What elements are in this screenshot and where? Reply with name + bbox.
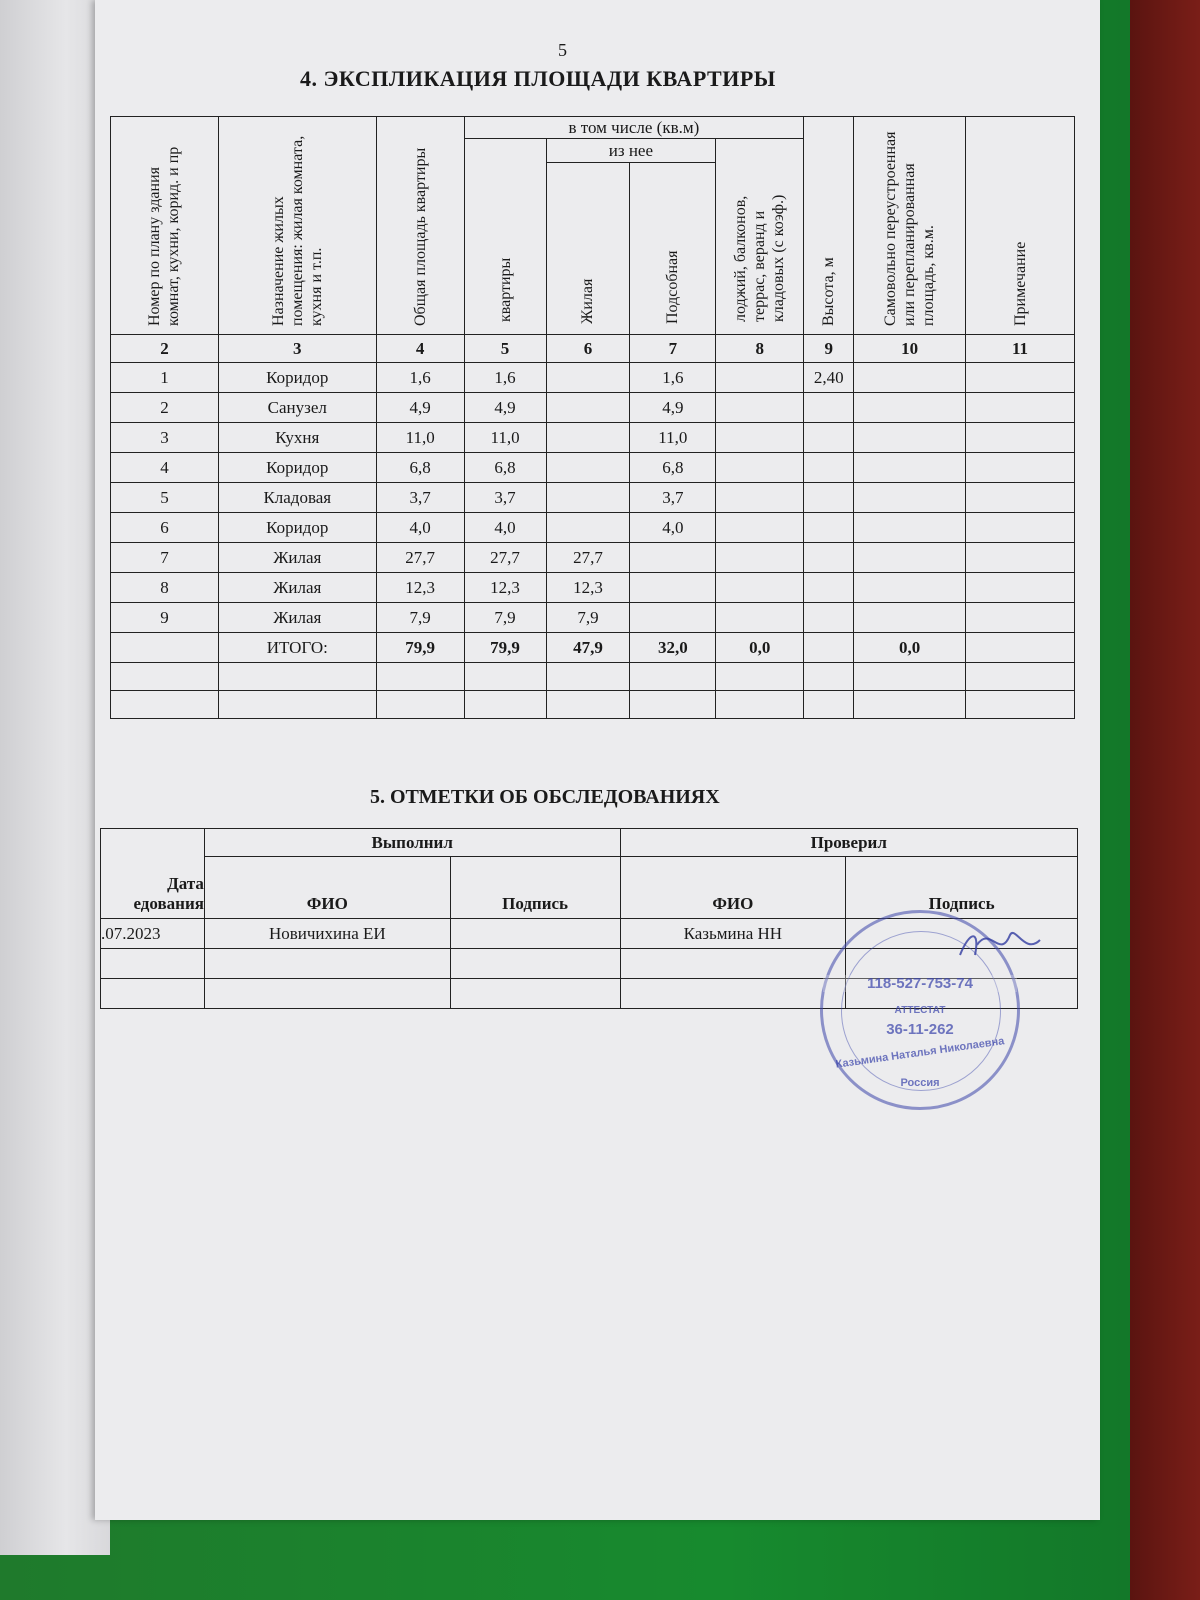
cell-aux: 6,8 <box>630 453 716 483</box>
header-col3: Назначение жилых помещения: жилая комната, кухня и т.п. <box>218 117 376 335</box>
cell-note <box>966 393 1075 423</box>
header-col11: Примечание <box>966 117 1075 335</box>
cell-note <box>966 453 1075 483</box>
cell-name: Жилая <box>218 543 376 573</box>
cell-unauth <box>854 483 966 513</box>
cell-note <box>966 483 1075 513</box>
cell-total: 27,7 <box>376 543 464 573</box>
date-header: Дата едования <box>101 829 205 919</box>
cell-height <box>804 393 854 423</box>
cell-loggia <box>716 513 804 543</box>
cell-total: 7,9 <box>376 603 464 633</box>
header-subgroup: из нее <box>546 139 716 163</box>
empty-row <box>111 691 1075 719</box>
cell-num: 2 <box>111 393 219 423</box>
inspection-row: .07.2023 Новичихина ЕИ Казьмина НН <box>101 919 1078 949</box>
cell-total: 11,0 <box>376 423 464 453</box>
cell-living <box>546 453 630 483</box>
cell-loggia <box>716 573 804 603</box>
cell-num: 1 <box>111 363 219 393</box>
cell-note <box>966 513 1075 543</box>
cell-num: 9 <box>111 603 219 633</box>
checked-header: Проверил <box>620 829 1078 857</box>
cell-name: Кладовая <box>218 483 376 513</box>
cell-total: 12,3 <box>376 573 464 603</box>
cell-name: Коридор <box>218 513 376 543</box>
cell-loggia <box>716 543 804 573</box>
cell-aux <box>630 603 716 633</box>
cell-loggia <box>716 453 804 483</box>
section4-title: 4. ЭКСПЛИКАЦИЯ ПЛОЩАДИ КВАРТИРЫ <box>300 66 776 91</box>
cell-aux: 11,0 <box>630 423 716 453</box>
cell-unauth <box>854 513 966 543</box>
total-row: ИТОГО: 79,9 79,9 47,9 32,0 0,0 0,0 <box>111 633 1075 663</box>
cell-num: 7 <box>111 543 219 573</box>
section5-title: 5. ОТМЕТКИ ОБ ОБСЛЕДОВАНИЯХ <box>370 786 720 808</box>
cell-height <box>804 453 854 483</box>
cell-height <box>804 573 854 603</box>
cell-height <box>804 543 854 573</box>
cell-living <box>546 363 630 393</box>
header-group: в том числе (кв.м) <box>464 117 804 139</box>
cell-apt: 4,9 <box>464 393 546 423</box>
table-row <box>111 393 1075 423</box>
cell-num: 3 <box>111 423 219 453</box>
cell-note <box>966 423 1075 453</box>
cell-name: Кухня <box>218 423 376 453</box>
header-col5: квартиры <box>464 139 546 335</box>
cell-living: 27,7 <box>546 543 630 573</box>
header-col9: Высота, м <box>804 117 854 335</box>
cell-name: Жилая <box>218 603 376 633</box>
cell-unauth <box>854 603 966 633</box>
signature-header: Подпись <box>846 857 1078 919</box>
cell-apt: 1,6 <box>464 363 546 393</box>
cell-unauth <box>854 543 966 573</box>
cell-total: 4,0 <box>376 513 464 543</box>
signature-header: Подпись <box>450 857 620 919</box>
cell-loggia <box>716 393 804 423</box>
cell-unauth <box>854 573 966 603</box>
cell-note <box>966 603 1075 633</box>
cell-aux: 1,6 <box>630 363 716 393</box>
column-number-row: 2 3 4 5 6 7 8 9 10 11 <box>111 335 1075 363</box>
table-row <box>111 543 1075 573</box>
cell-aux: 4,0 <box>630 513 716 543</box>
cell-apt: 7,9 <box>464 603 546 633</box>
cell-aux <box>630 573 716 603</box>
cell-unauth <box>854 363 966 393</box>
round-seal-stamp: 118-527-753-74 АТТЕСТАТ 36-11-262 Россия Казьмина Наталья Николаевна <box>820 910 1020 1110</box>
cell-height <box>804 423 854 453</box>
cell-num: 6 <box>111 513 219 543</box>
cell-total: 4,9 <box>376 393 464 423</box>
cell-living <box>546 393 630 423</box>
cell-note <box>966 573 1075 603</box>
cell-apt: 4,0 <box>464 513 546 543</box>
header-col4: Общая площадь квартиры <box>376 117 464 335</box>
cell-living: 12,3 <box>546 573 630 603</box>
cell-loggia <box>716 423 804 453</box>
cell-name: Коридор <box>218 363 376 393</box>
cell-name: Жилая <box>218 573 376 603</box>
cell-living <box>546 513 630 543</box>
cell-name: Санузел <box>218 393 376 423</box>
cell-living <box>546 483 630 513</box>
cell-num: 5 <box>111 483 219 513</box>
performed-header: Выполнил <box>204 829 620 857</box>
cell-total: 1,6 <box>376 363 464 393</box>
header-col7: Подсобная <box>630 163 716 335</box>
header-col2: Номер по плану здания комнат, кухни, корид. и пр <box>111 117 219 335</box>
cell-loggia <box>716 603 804 633</box>
table-row <box>111 423 1075 453</box>
header-col8: лоджий, балконов, террас, веранд и кладовых (с коэф.) <box>716 139 804 335</box>
table-row <box>111 453 1075 483</box>
cell-height <box>804 603 854 633</box>
cell-height <box>804 513 854 543</box>
cell-height <box>804 483 854 513</box>
cell-apt: 12,3 <box>464 573 546 603</box>
cell-unauth <box>854 453 966 483</box>
handwritten-signature <box>955 925 1045 965</box>
header-col6: Жилая <box>546 163 630 335</box>
cell-loggia <box>716 363 804 393</box>
cell-apt: 3,7 <box>464 483 546 513</box>
cell-apt: 6,8 <box>464 453 546 483</box>
explication-table <box>110 116 1075 719</box>
cell-apt: 27,7 <box>464 543 546 573</box>
cell-unauth <box>854 423 966 453</box>
header-col10: Самовольно переустроенная или перепланированная площадь, кв.м. <box>854 117 966 335</box>
table-row <box>111 573 1075 603</box>
cell-height: 2,40 <box>804 363 854 393</box>
cell-apt: 11,0 <box>464 423 546 453</box>
cell-note <box>966 363 1075 393</box>
fio-header: ФИО <box>620 857 846 919</box>
cell-total: 3,7 <box>376 483 464 513</box>
left-page-stack <box>0 0 110 1555</box>
cell-unauth <box>854 393 966 423</box>
cell-total: 6,8 <box>376 453 464 483</box>
table-row <box>111 603 1075 633</box>
empty-row <box>111 663 1075 691</box>
cell-aux: 4,9 <box>630 393 716 423</box>
cell-living: 7,9 <box>546 603 630 633</box>
table-row <box>111 363 1075 393</box>
cell-num: 4 <box>111 453 219 483</box>
page-number: 5 <box>558 40 567 60</box>
cell-name: Коридор <box>218 453 376 483</box>
cell-aux: 3,7 <box>630 483 716 513</box>
cell-note <box>966 543 1075 573</box>
cell-num: 8 <box>111 573 219 603</box>
cell-loggia <box>716 483 804 513</box>
fio-header: ФИО <box>204 857 450 919</box>
red-folder-edge <box>1130 0 1200 1600</box>
cell-living <box>546 423 630 453</box>
cell-aux <box>630 543 716 573</box>
table-row <box>111 513 1075 543</box>
table-row <box>111 483 1075 513</box>
